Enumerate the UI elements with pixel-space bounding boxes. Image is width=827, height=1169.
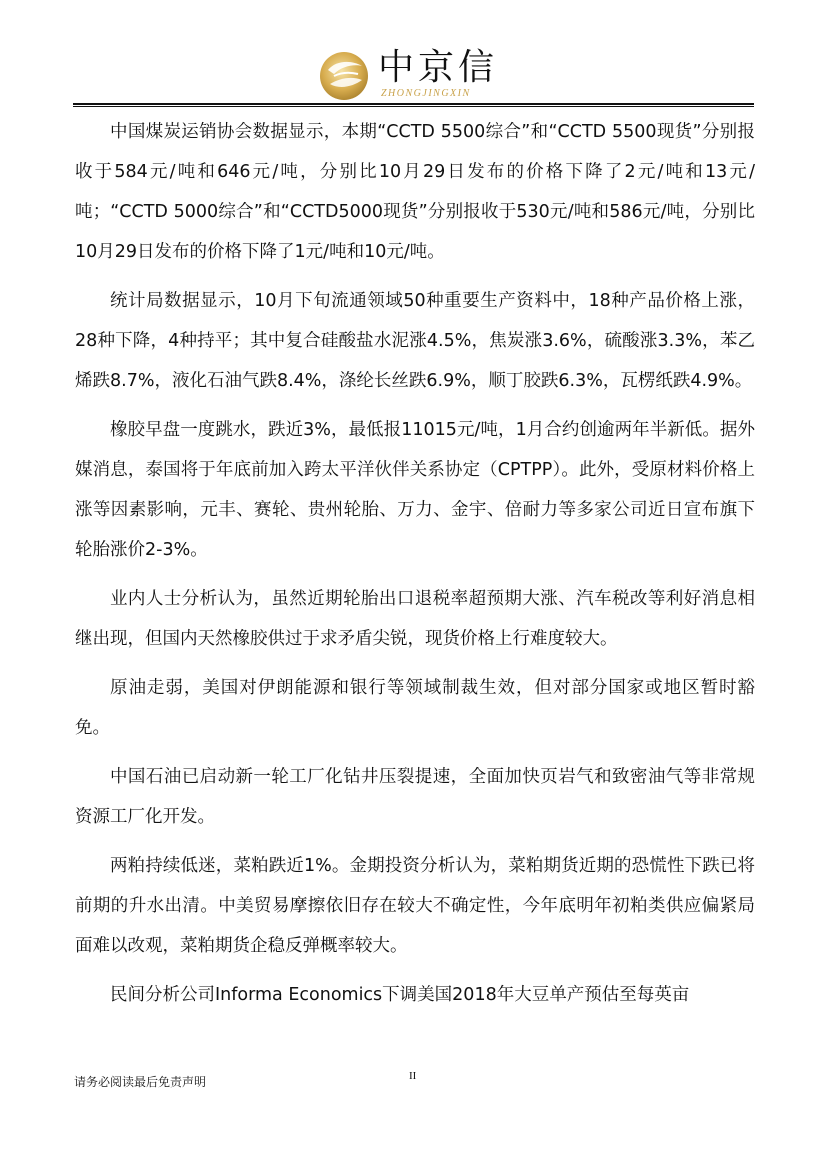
paragraph-soybean: 民间分析公司Informa Economics下调美国2018年大豆单产预估至每英亩: [110, 985, 690, 1005]
disclaimer-note: 请务必阅读最后免责声明: [74, 1075, 207, 1089]
page-header: [0, 0, 827, 104]
paragraph-petrochina: 中国石油已启动新一轮工厂化钻井压裂提速，全面加快页岩气和致密油气等非常规资源工厂化开发。: [75, 767, 755, 827]
paragraph-coal-prices: 中国煤炭运销协会数据显示，本期“CCTD 5500综合”和“CCTD 5500现货”分别报收于584元/吨和646元/吨，分别比10月29日发布的价格下降了2元/吨和13元/吨；“CCTD 5000综合”和“CCTD5000现货”分别报收于530元/吨和586元/吨，分别比10月29日发布的价格下降了1元/吨和10元/吨。: [75, 122, 755, 262]
paragraph-meal: 两粕持续低迷，菜粕跌近1%。金期投资分析认为，菜粕期货近期的恐慌性下跌已将前期的升水出清。中美贸易摩擦依旧存在较大不确定性，今年底明年初粕类供应偏紧局面难以改观，菜粕期货企稳反弹概率较大。: [75, 856, 755, 956]
header-divider-thin: [73, 106, 754, 107]
header-divider: [73, 103, 754, 105]
page-number: II: [409, 1070, 417, 1082]
document-body: [75, 112, 755, 1024]
logo-emblem-icon: [318, 50, 374, 102]
brand-subtitle: ZHONGJINGXIN: [381, 88, 471, 99]
paragraph-industry-analysis: 业内人士分析认为，虽然近期轮胎出口退税率超预期大涨、汽车税改等利好消息相继出现，但国内天然橡胶供过于求矛盾尖锐，现货价格上行难度较大。: [75, 589, 755, 649]
paragraph-rubber: 橡胶早盘一度跳水，跌近3%，最低报11015元/吨，1月合约创逾两年半新低。据外媒消息，泰国将于年底前加入跨太平洋伙伴关系协定（CPTPP）。此外，受原材料价格上涨等因素影响，元丰、赛轮、贵州轮胎、万力、金宇、倍耐力等多家公司近日宣布旗下轮胎涨价2-3%。: [75, 420, 755, 560]
company-logo: [318, 46, 508, 102]
paragraph-crude-oil: 原油走弱，美国对伊朗能源和银行等领域制裁生效，但对部分国家或地区暂时豁免。: [75, 678, 755, 738]
paragraph-production-materials: 统计局数据显示，10月下旬流通领域50种重要生产资料中，18种产品价格上涨，28种下降，4种持平；其中复合硅酸盐水泥涨4.5%，焦炭涨3.6%，硫酸涨3.3%，苯乙烯跌8.7%，液化石油气跌8.4%，涤纶长丝跌6.9%，顺丁胶跌6.3%，瓦楞纸跌4.9%。: [75, 291, 755, 391]
brand-name: 中京信: [378, 47, 499, 88]
